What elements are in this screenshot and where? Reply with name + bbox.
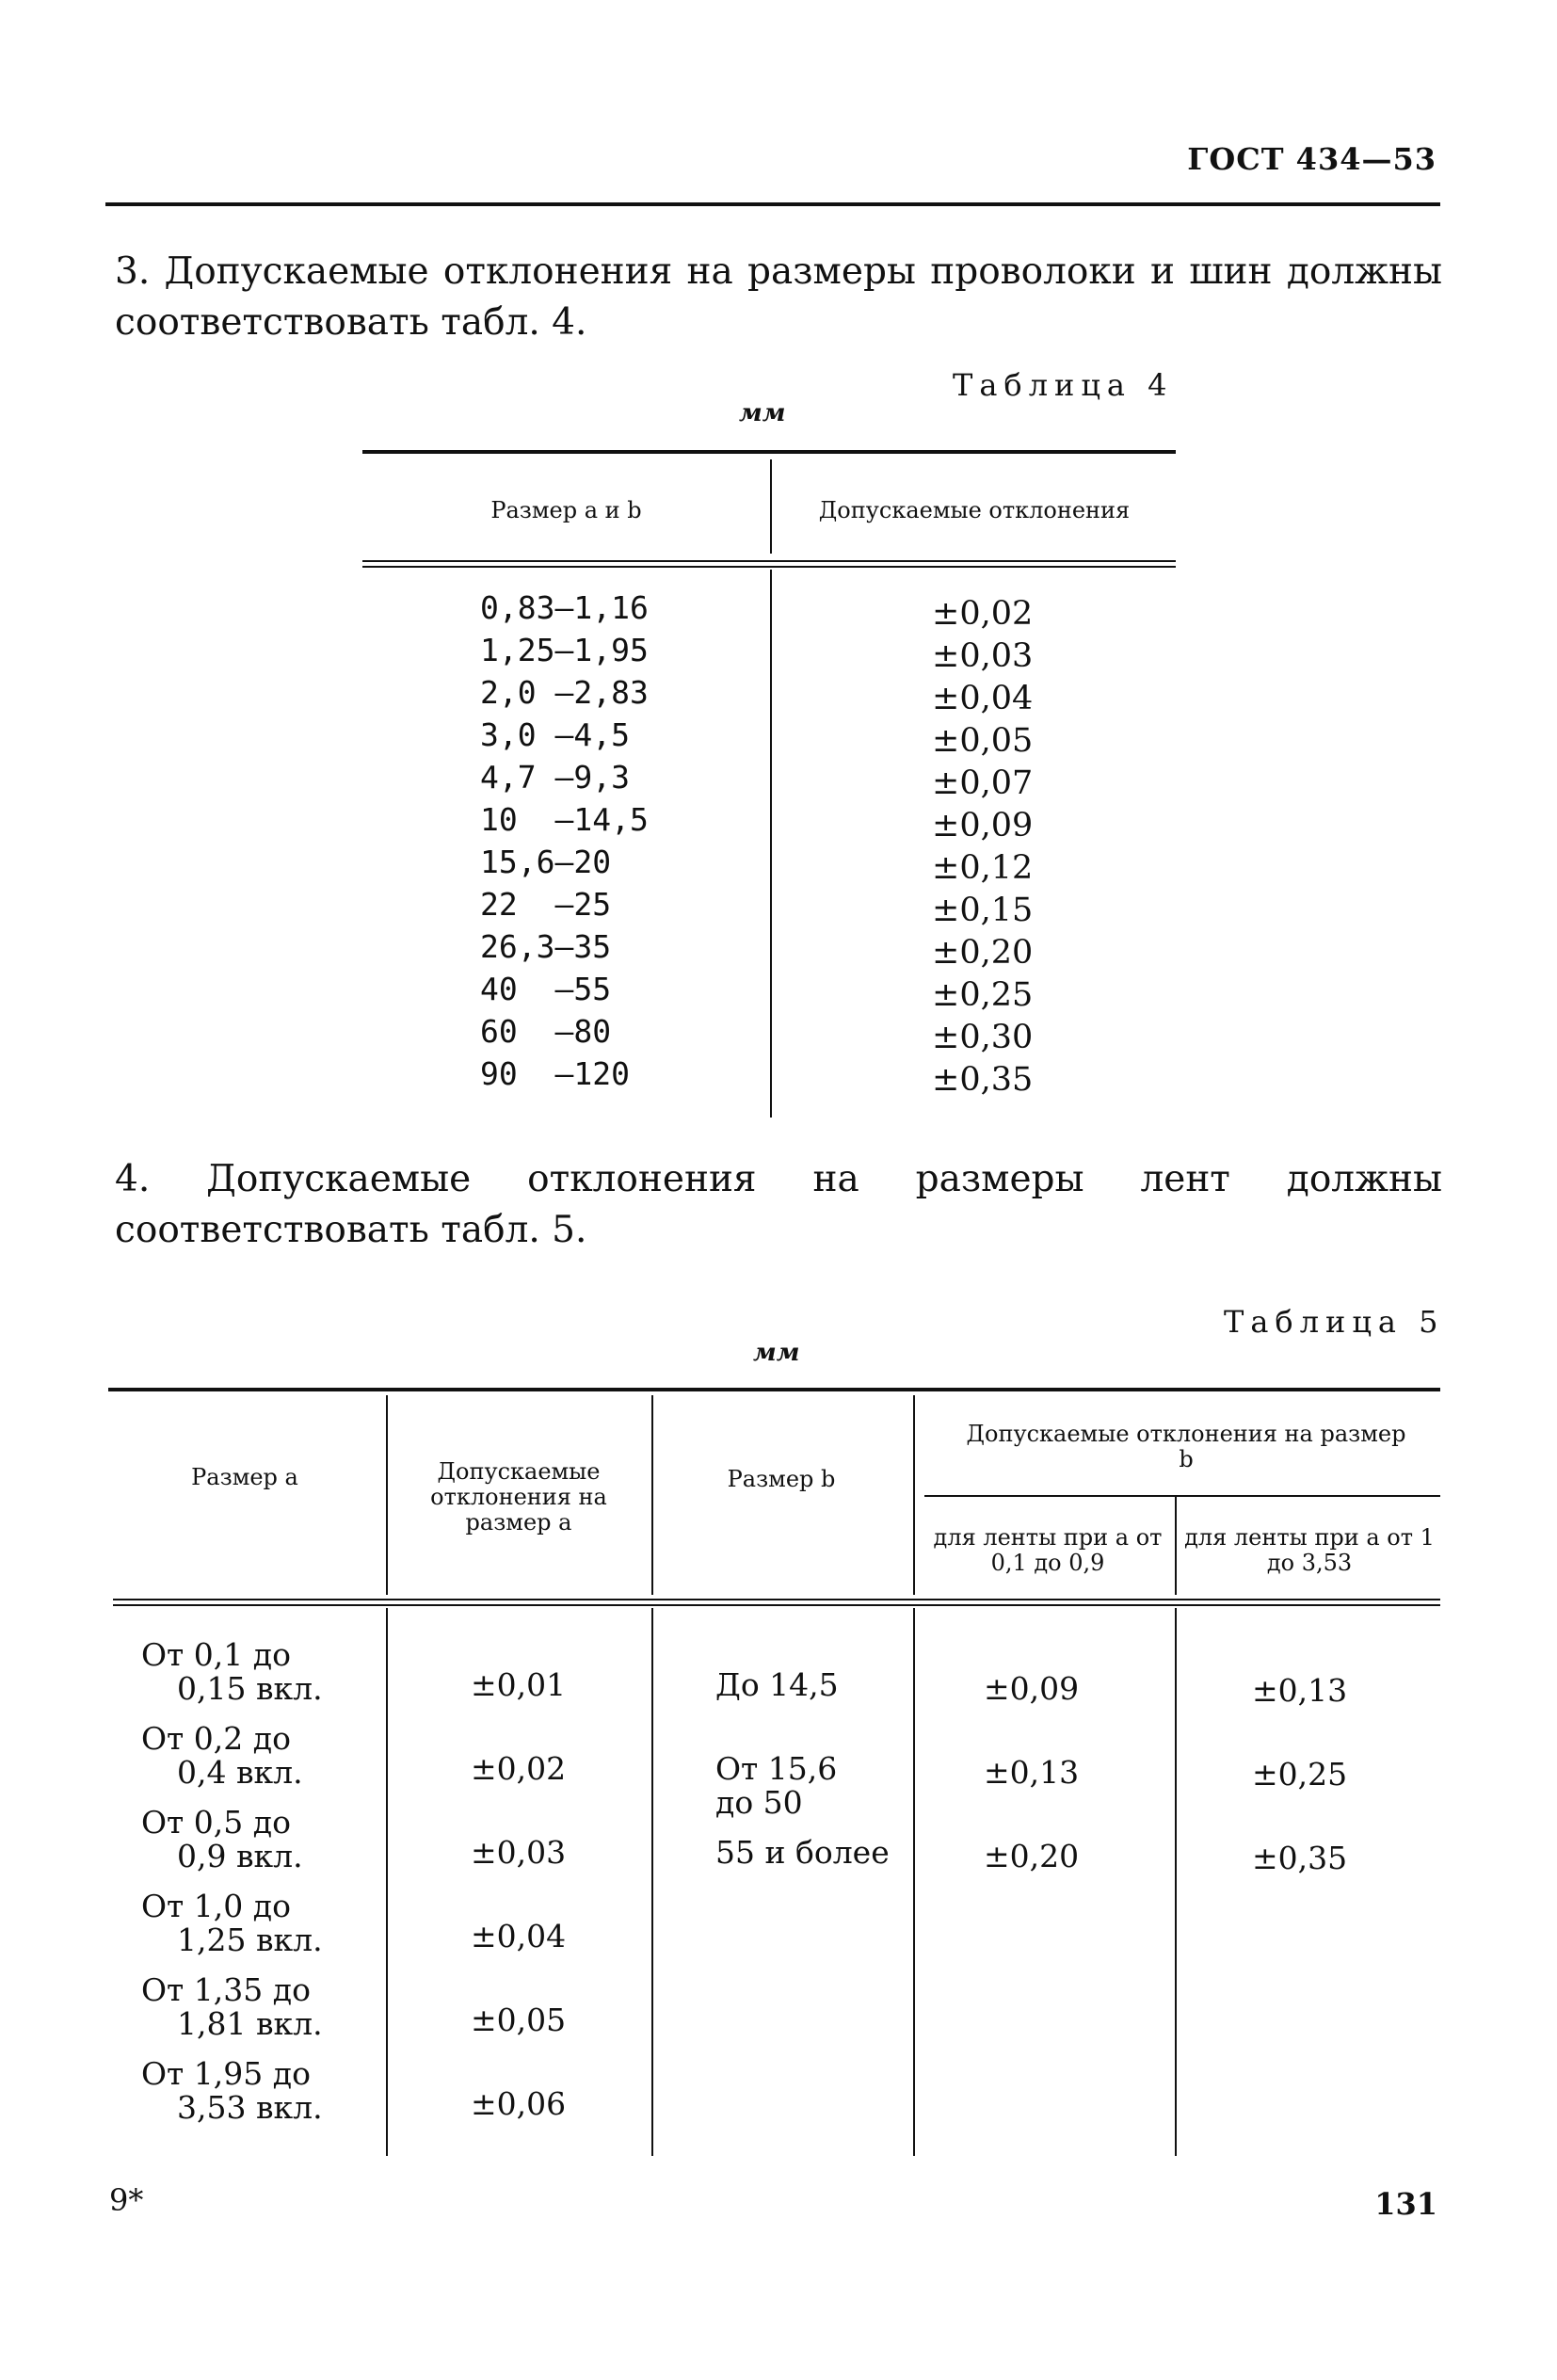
table-5-column-divider	[913, 1608, 915, 2156]
table-row: 15,6—20	[480, 844, 612, 880]
table-5-top-rule	[108, 1388, 1440, 1391]
table-5-size-a-line2: 0,4 вкл.	[177, 1754, 303, 1791]
table-5-size-b-line: До 14,5	[715, 1666, 839, 1703]
table-5-header-size-a-text: Размер a	[191, 1464, 298, 1490]
paragraph-3: 3. Допускаемые отклонения на размеры проволоки и шин должны соответствовать табл. 4.	[115, 250, 1442, 344]
table-5-size-a-row	[141, 2057, 323, 2125]
table-5-size-a-line1: От 1,35 до	[141, 1971, 311, 2008]
table-5-caption: Таблица 5	[1224, 1304, 1445, 1340]
document-code: ГОСТ 434—53	[1187, 141, 1437, 177]
table-5-header-deviation-b-text: Допускаемые отклонения на размер b	[966, 1421, 1406, 1472]
paragraph-4: 4. Допускаемые отклонения на размеры лент должны соответствовать табл. 5.	[115, 1158, 1442, 1251]
table-5-column-divider	[651, 1395, 653, 1595]
table-5-size-a-line2: 3,53 вкл.	[177, 2089, 323, 2126]
table-row: 10 —14,5	[480, 801, 649, 838]
table-row: 40 —55	[480, 971, 612, 1007]
table-row: 3,0 —4,5	[480, 716, 630, 753]
table-4-header-deviation-text: Допускаемые отклонения	[818, 497, 1131, 523]
table-5-size-b-line: От 15,6	[715, 1750, 838, 1787]
table-5-size-a-line1: От 0,2 до	[141, 1720, 291, 1757]
signature-mark: 9*	[109, 2182, 144, 2218]
table-5-column-divider	[1175, 1608, 1177, 2156]
table-5-size-a-line2: 1,81 вкл.	[177, 2005, 323, 2042]
table-5-header-deviation-a	[395, 1459, 642, 1536]
table-5-column-divider	[386, 1395, 388, 1595]
header-rule	[105, 202, 1440, 206]
table-5-header-size-a	[151, 1465, 339, 1490]
table-5-header-rule	[113, 1604, 1440, 1606]
table-4-header-rule	[362, 560, 1176, 562]
table-5-size-b-line: 55 и более	[715, 1834, 890, 1871]
table-5-deviation-a-cell: ±0,06	[471, 2085, 567, 2122]
table-row: ±0,02	[932, 595, 1034, 633]
table-5-column-divider	[651, 1608, 653, 2156]
table-4-size-column	[480, 587, 649, 1095]
table-row: ±0,04	[932, 680, 1034, 717]
table-row: 90 —120	[480, 1055, 630, 1092]
table-5-size-a-line2: 0,15 вкл.	[177, 1670, 323, 1707]
table-5-deviation-b1-cell: ±0,20	[984, 1838, 1080, 1874]
table-5-header-deviation-b-sub1	[924, 1525, 1171, 1576]
table-5-deviation-a-cell: ±0,01	[471, 1666, 567, 1703]
table-4-column-divider	[770, 570, 772, 1118]
table-4-header-size	[362, 497, 770, 523]
table-5-deviation-a-cell: ±0,02	[471, 1750, 567, 1787]
table-row: ±0,03	[932, 637, 1034, 675]
table-row: ±0,15	[932, 892, 1034, 929]
table-row: 4,7 —9,3	[480, 759, 630, 796]
table-row: ±0,25	[932, 976, 1034, 1014]
table-5-size-a-line2: 0,9 вкл.	[177, 1838, 303, 1874]
table-4-top-rule	[362, 450, 1176, 454]
table-row: ±0,07	[932, 764, 1034, 802]
table-5-header-rule	[113, 1599, 1440, 1600]
table-row: 1,25—1,95	[480, 632, 649, 668]
table-5-size-a-row	[141, 1973, 323, 2041]
table-row: 2,0 —2,83	[480, 674, 649, 711]
table-4-units: мм	[739, 399, 786, 427]
table-row: ±0,20	[932, 934, 1034, 972]
table-4-header-size-text: Размер a и b	[490, 497, 642, 523]
table-row: ±0,09	[932, 807, 1034, 844]
table-row: 22 —25	[480, 886, 612, 923]
table-row: 0,83—1,16	[480, 589, 649, 626]
table-5-column-divider	[913, 1395, 915, 1595]
table-row: 26,3—35	[480, 928, 612, 965]
table-5-header-deviation-b-sub2-text: для ленты при a от 1 до 3,53	[1184, 1524, 1435, 1576]
table-5-header-size-b-text: Размер b	[727, 1466, 836, 1492]
table-5-deviation-b2-cell: ±0,25	[1252, 1756, 1348, 1793]
table-5-header-size-b	[706, 1467, 857, 1492]
page-number: 131	[1374, 2186, 1437, 2222]
table-5-size-b-cell	[715, 1752, 837, 1820]
table-4-deviation-column	[932, 593, 1033, 1102]
table-5-header-deviation-b-sub2	[1182, 1525, 1437, 1576]
table-5-size-a-line1: От 0,1 до	[141, 1636, 291, 1673]
table-5-header-deviation-a-text: Допускаемые отклонения на размер a	[430, 1458, 607, 1536]
table-5-size-a-row	[141, 1806, 303, 1873]
table-5-deviation-b2-cell: ±0,35	[1252, 1840, 1348, 1876]
table-4-caption: Таблица 4	[953, 367, 1174, 403]
table-5-deviation-a-cell: ±0,05	[471, 2002, 567, 2038]
table-5-deviation-a-cell: ±0,04	[471, 1918, 567, 1954]
table-5-size-a-row	[141, 1638, 323, 1706]
table-5-size-a-row	[141, 1890, 323, 1957]
table-5-size-a-line1: От 0,5 до	[141, 1804, 291, 1841]
table-row: 60 —80	[480, 1013, 612, 1050]
table-5-size-b-cell	[715, 1668, 839, 1702]
table-5-header-deviation-b-sub1-text: для ленты при a от 0,1 до 0,9	[933, 1524, 1163, 1576]
table-5-size-a-row	[141, 1722, 303, 1790]
table-row: ±0,12	[932, 849, 1034, 887]
table-5-deviation-b2-cell: ±0,13	[1252, 1672, 1348, 1709]
table-row: ±0,30	[932, 1019, 1034, 1056]
table-5-subheader-rule	[924, 1495, 1440, 1497]
table-5-deviation-b1-cell: ±0,09	[984, 1670, 1080, 1707]
table-5-column-divider	[386, 1608, 388, 2156]
table-row: ±0,05	[932, 722, 1034, 760]
table-5-size-b-line: до 50	[715, 1784, 803, 1821]
table-5-deviation-a-cell: ±0,03	[471, 1834, 567, 1871]
table-5-units: мм	[753, 1339, 800, 1367]
table-5-size-b-cell	[715, 1836, 890, 1870]
table-5-deviation-b1-cell: ±0,13	[984, 1754, 1080, 1791]
table-5-size-a-line1: От 1,0 до	[141, 1888, 291, 1924]
table-5-size-a-line2: 1,25 вкл.	[177, 1922, 323, 1958]
table-5-size-a-line1: От 1,95 до	[141, 2055, 311, 2092]
table-5-column-divider	[1175, 1497, 1177, 1595]
table-4-header-deviation	[772, 497, 1177, 523]
table-5-header-deviation-b	[960, 1422, 1412, 1472]
table-row: ±0,35	[932, 1061, 1034, 1099]
table-4-header-rule	[362, 566, 1176, 568]
